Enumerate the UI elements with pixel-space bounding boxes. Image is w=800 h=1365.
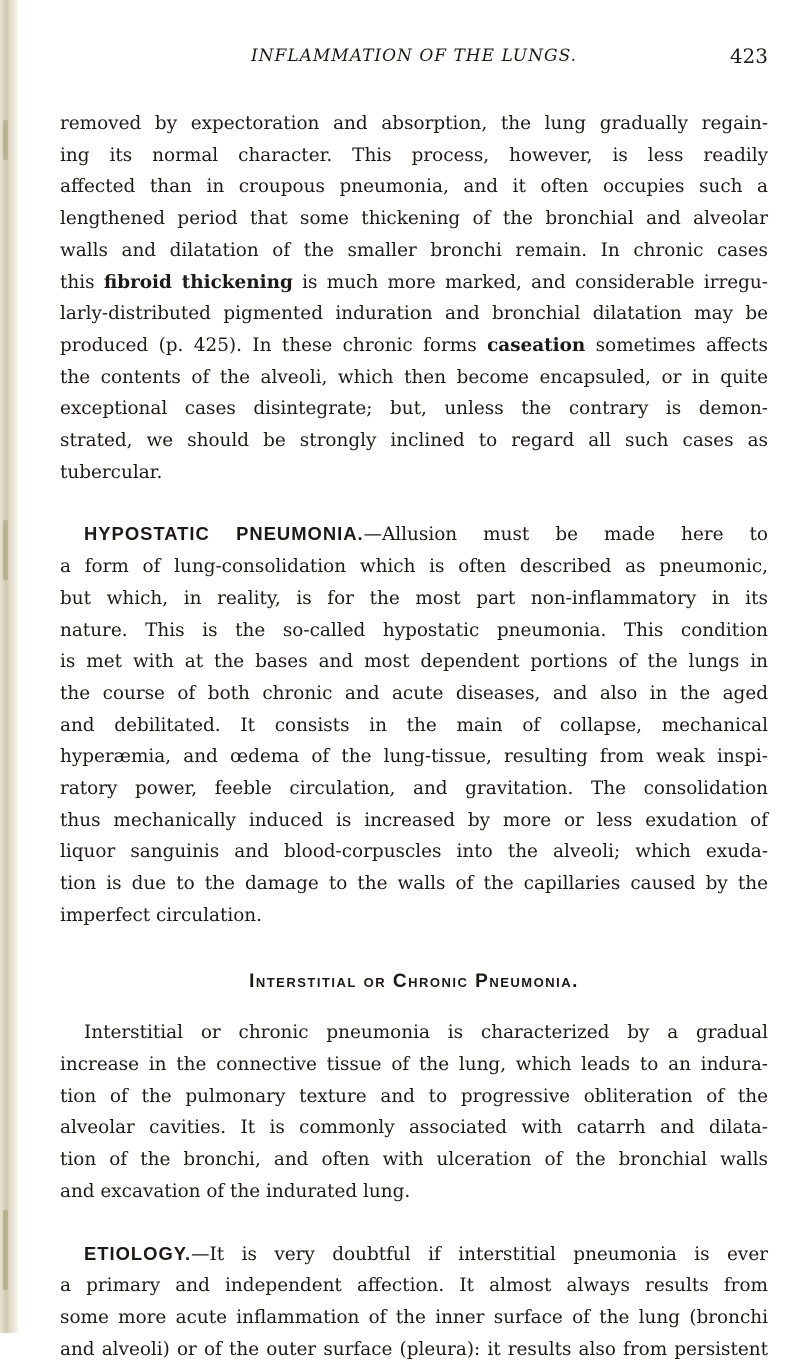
text-line: thus mechanically induced is increased by more or less exudation of [60, 805, 768, 837]
text-line: some more acute inflammation of the inner surface of the lung (bronchi [60, 1302, 768, 1334]
text-line: tubercular. [60, 457, 768, 489]
text-line: a form of lung-consolidation which is often described as pneumonic, [60, 551, 768, 583]
text-line: exceptional cases disintegrate; but, unless the contrary is demon- [60, 393, 768, 425]
text-fragment: sometimes affects [585, 335, 768, 356]
text-line: and excavation of the indurated lung. [60, 1176, 768, 1208]
text-fragment: —Allusion must be made here to [364, 524, 768, 545]
text-line: walls and dilatation of the smaller bronchi remain. In chronic cases [60, 235, 768, 267]
running-head-title: INFLAMMATION OF THE LUNGS. [60, 46, 768, 66]
text-line: affected than in croupous pneumonia, and it often occupies such a [60, 171, 768, 203]
etiology-heading: ETIOLOGY. [84, 1243, 191, 1264]
page-body [60, 108, 768, 1365]
text-line: liquor sanguinis and blood-corpuscles into the alveoli; which exuda- [60, 836, 768, 868]
interstitial-pneumonia-subheading: Interstitial or Chronic Pneumonia. [60, 966, 768, 998]
text-fragment: —It is very doubtful if interstitial pneumonia is ever [191, 1244, 768, 1265]
text-line: ing its normal character. This process, however, is less readily [60, 140, 768, 172]
text-line: tion of the bronchi, and often with ulceration of the bronchial walls [60, 1144, 768, 1176]
text-line: is met with at the bases and most dependent portions of the lungs in [60, 646, 768, 678]
binding-stain [3, 1210, 8, 1290]
text-line: tion of the pulmonary texture and to progressive obliteration of the [60, 1081, 768, 1113]
text-line: ratory power, feeble circulation, and gravitation. The consolidation [60, 773, 768, 805]
hypostatic-pneumonia-paragraph [60, 518, 768, 931]
interstitial-pneumonia-paragraph [60, 1017, 768, 1207]
text-line [60, 330, 768, 362]
text-line: a primary and independent affection. It almost always results from [60, 1270, 768, 1302]
binding-stain [3, 120, 8, 160]
paragraph-continuation [60, 108, 768, 488]
binding-stain [3, 520, 8, 580]
text-line: removed by expectoration and absorption, the lung gradually regain- [60, 108, 768, 140]
text-line: strated, we should be strongly inclined to regard all such cases as [60, 425, 768, 457]
text-line [60, 267, 768, 299]
text-line: lengthened period that some thickening of the bronchial and alveolar [60, 203, 768, 235]
hypostatic-pneumonia-heading: HYPOSTATIC PNEUMONIA. [84, 523, 364, 544]
text-line: tion is due to the damage to the walls of the capillaries caused by the [60, 868, 768, 900]
text-line: but which, in reality, is for the most part non-inflammatory in its [60, 583, 768, 615]
text-line: increase in the connective tissue of the lung, which leads to an indura- [60, 1049, 768, 1081]
text-line: and alveoli) or of the outer surface (pleura): it results also from persistent [60, 1334, 768, 1365]
page-number: 423 [730, 44, 768, 68]
text-line: hyperæmia, and œdema of the lung-tissue, resulting from weak inspi- [60, 741, 768, 773]
text-line: nature. This is the so-called hypostatic pneumonia. This condition [60, 615, 768, 647]
text-fragment: produced (p. 425). In these chronic forms [60, 335, 487, 356]
text-line: the course of both chronic and acute diseases, and also in the aged [60, 678, 768, 710]
fibroid-thickening-term: fibroid thickening [104, 272, 293, 293]
caseation-term: caseation [487, 335, 585, 356]
text-line: Interstitial or chronic pneumonia is characterized by a gradual [60, 1017, 768, 1049]
text-line: and debilitated. It consists in the main of collapse, mechanical [60, 710, 768, 742]
text-fragment: this [60, 272, 104, 293]
running-head [60, 38, 768, 78]
etiology-paragraph [60, 1238, 768, 1365]
text-line: the contents of the alveoli, which then become encapsuled, or in quite [60, 362, 768, 394]
text-line: larly-distributed pigmented induration and bronchial dilatation may be [60, 298, 768, 330]
text-line [60, 518, 768, 551]
book-page [60, 38, 768, 1308]
text-line: alveolar cavities. It is commonly associated with catarrh and dilata- [60, 1112, 768, 1144]
text-fragment: is much more marked, and considerable irregu- [293, 272, 768, 293]
text-line: imperfect circulation. [60, 900, 768, 932]
page-binding-edge [0, 0, 18, 1333]
text-line [60, 1238, 768, 1271]
